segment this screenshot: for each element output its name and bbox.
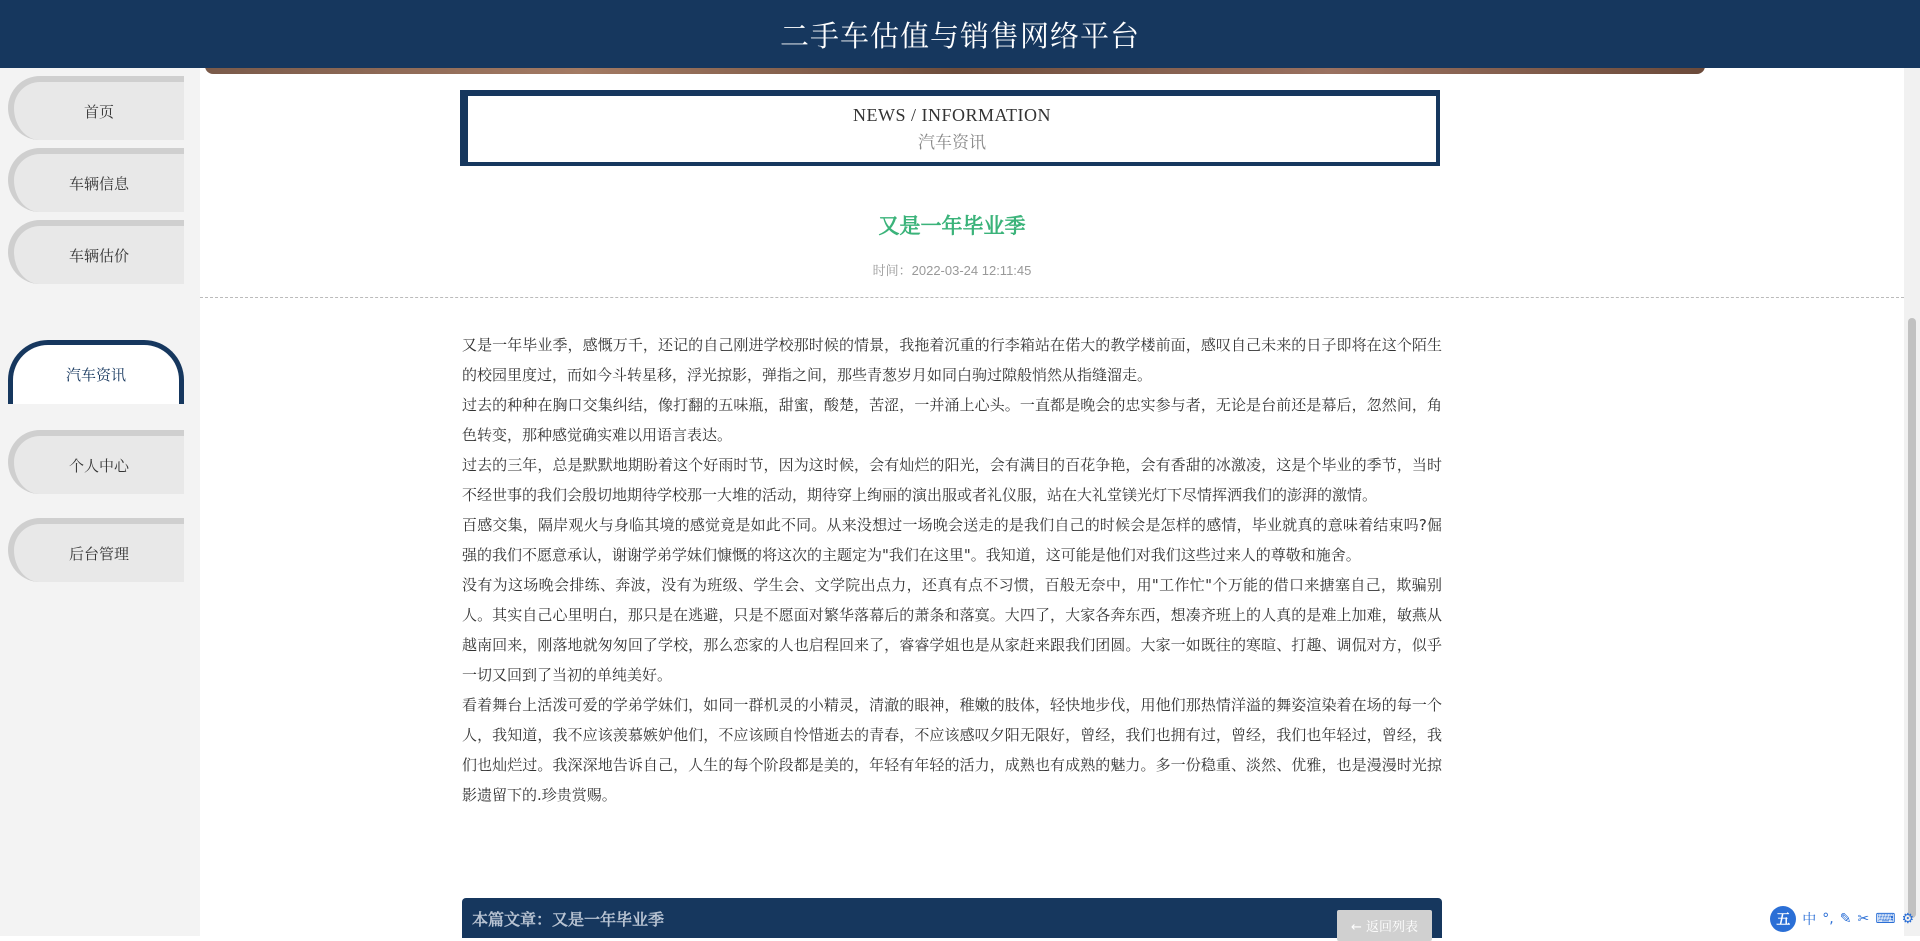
keyboard-icon[interactable]: ⌨ — [1875, 911, 1895, 927]
main-content — [200, 68, 1904, 936]
article-paragraph: 没有为这场晚会排练、奔波，没有为班级、学生会、文学院出点力，还真有点不习惯，百般无奈中，用"工作忙"个万能的借口来搪塞自己，欺骗别人。其实自己心里明白，那只是在逃避，只是不愿面对繁华落幕后的萧条和落寞。大四了，大家各奔东西，想凑齐班上的人真的是难上加难，敏燕从越南回来，刚落地就匆匆回了学校，那么恋家的人也启程回来了，睿睿学姐也是从家赶来跟我们团圆。大家一如既往的寒暄、打趣、调侃对方，似乎一切又回到了当初的单纯美好。 — [462, 570, 1442, 690]
sidebar-item-news[interactable] — [8, 340, 184, 404]
ime-toolbar[interactable] — [1770, 906, 1914, 932]
sidebar-item-label: 车辆信息 — [69, 173, 129, 194]
section-header — [460, 90, 1440, 166]
app-header — [0, 0, 1920, 68]
current-article-label: 本篇文章：又是一年毕业季 — [472, 907, 664, 930]
site-title: 二手车估值与销售网络平台 — [780, 14, 1140, 55]
ime-mode[interactable]: 中 — [1802, 909, 1816, 929]
pen-icon[interactable]: ✎ — [1840, 911, 1852, 927]
sidebar-item-profile[interactable] — [8, 430, 184, 494]
article-body — [462, 330, 1442, 810]
sidebar-item-label: 车辆估价 — [69, 245, 129, 266]
arrow-left-icon: ← — [1351, 920, 1362, 935]
section-title-en: NEWS / INFORMATION — [853, 105, 1051, 126]
article-time: 时间：2022-03-24 12:11:45 — [400, 260, 1504, 279]
article-paragraph: 又是一年毕业季，感慨万千，还记的自己刚进学校那时候的情景，我拖着沉重的行李箱站在偌大的教学楼前面，感叹自己未来的日子即将在这个陌生的校园里度过，而如今斗转星移，浮光掠影，弹指之间，那些青葱岁月如同白驹过隙般悄然从指缝溜走。 — [462, 330, 1442, 390]
sidebar-item-home[interactable] — [8, 76, 184, 140]
article-paragraph: 过去的种种在胸口交集纠结，像打翻的五味瓶，甜蜜，酸楚，苦涩，一并涌上心头。一直都是晚会的忠实参与者，无论是台前还是幕后，忽然间，角色转变，那种感觉确实难以用语言表达。 — [462, 390, 1442, 450]
article-footer — [462, 898, 1442, 938]
article-paragraph: 过去的三年，总是默默地期盼着这个好雨时节，因为这时候，会有灿烂的阳光，会有满目的百花争艳，会有香甜的冰激凌，这是个毕业的季节，当时不经世事的我们会殷切地期待学校那一大堆的活动，期待穿上绚丽的演出服或者礼仪服，站在大礼堂镁光灯下尽情挥洒我们的澎湃的激情。 — [462, 450, 1442, 510]
sidebar-item-label: 后台管理 — [69, 543, 129, 564]
sidebar-item-label: 汽车资讯 — [66, 364, 126, 385]
sidebar-item-label: 个人中心 — [69, 455, 129, 476]
ime-logo-icon[interactable]: 五 — [1770, 906, 1796, 932]
sidebar-item-label: 首页 — [84, 101, 114, 122]
section-title-cn: 汽车资讯 — [918, 128, 986, 153]
gear-icon[interactable]: ⚙ — [1901, 911, 1914, 927]
back-button-label: 返回列表 — [1366, 920, 1418, 935]
sidebar-item-admin[interactable] — [8, 518, 184, 582]
punctuation-icon[interactable]: °, — [1822, 911, 1833, 927]
scrollbar-thumb[interactable] — [1908, 318, 1916, 918]
divider — [200, 297, 1904, 298]
sidebar-item-vehicles[interactable] — [8, 148, 184, 212]
scissors-icon[interactable]: ✂ — [1857, 911, 1869, 927]
sidebar — [0, 68, 200, 936]
article-title: 又是一年毕业季 — [400, 210, 1504, 240]
scrollbar[interactable] — [1904, 68, 1920, 936]
article-paragraph: 看着舞台上活泼可爱的学弟学妹们，如同一群机灵的小精灵，清澈的眼神，稚嫩的肢体，轻快地步伐，用他们那热情洋溢的舞姿渲染着在场的每一个人，我知道，我不应该羡慕嫉妒他们，不应该顾自怜惜逝去的青春，不应该感叹夕阳无限好，曾经，我们也拥有过，曾经，我们也年轻过，曾经，我们也灿烂过。我深深地告诉自己，人生的每个阶段都是美的，年轻有年轻的活力，成熟也有成熟的魅力。多一份稳重、淡然、优雅，也是漫漫时光掠影遗留下的.珍贵赏赐。 — [462, 690, 1442, 810]
sidebar-item-valuation[interactable] — [8, 220, 184, 284]
article-paragraph: 百感交集，隔岸观火与身临其境的感觉竟是如此不同。从来没想过一场晚会送走的是我们自己的时候会是怎样的感情，毕业就真的意味着结束吗?倔强的我们不愿意承认，谢谢学弟学妹们慷慨的将这次的主题定为"我们在这里"。我知道，这可能是他们对我们这些过来人的尊敬和施舍。 — [462, 510, 1442, 570]
